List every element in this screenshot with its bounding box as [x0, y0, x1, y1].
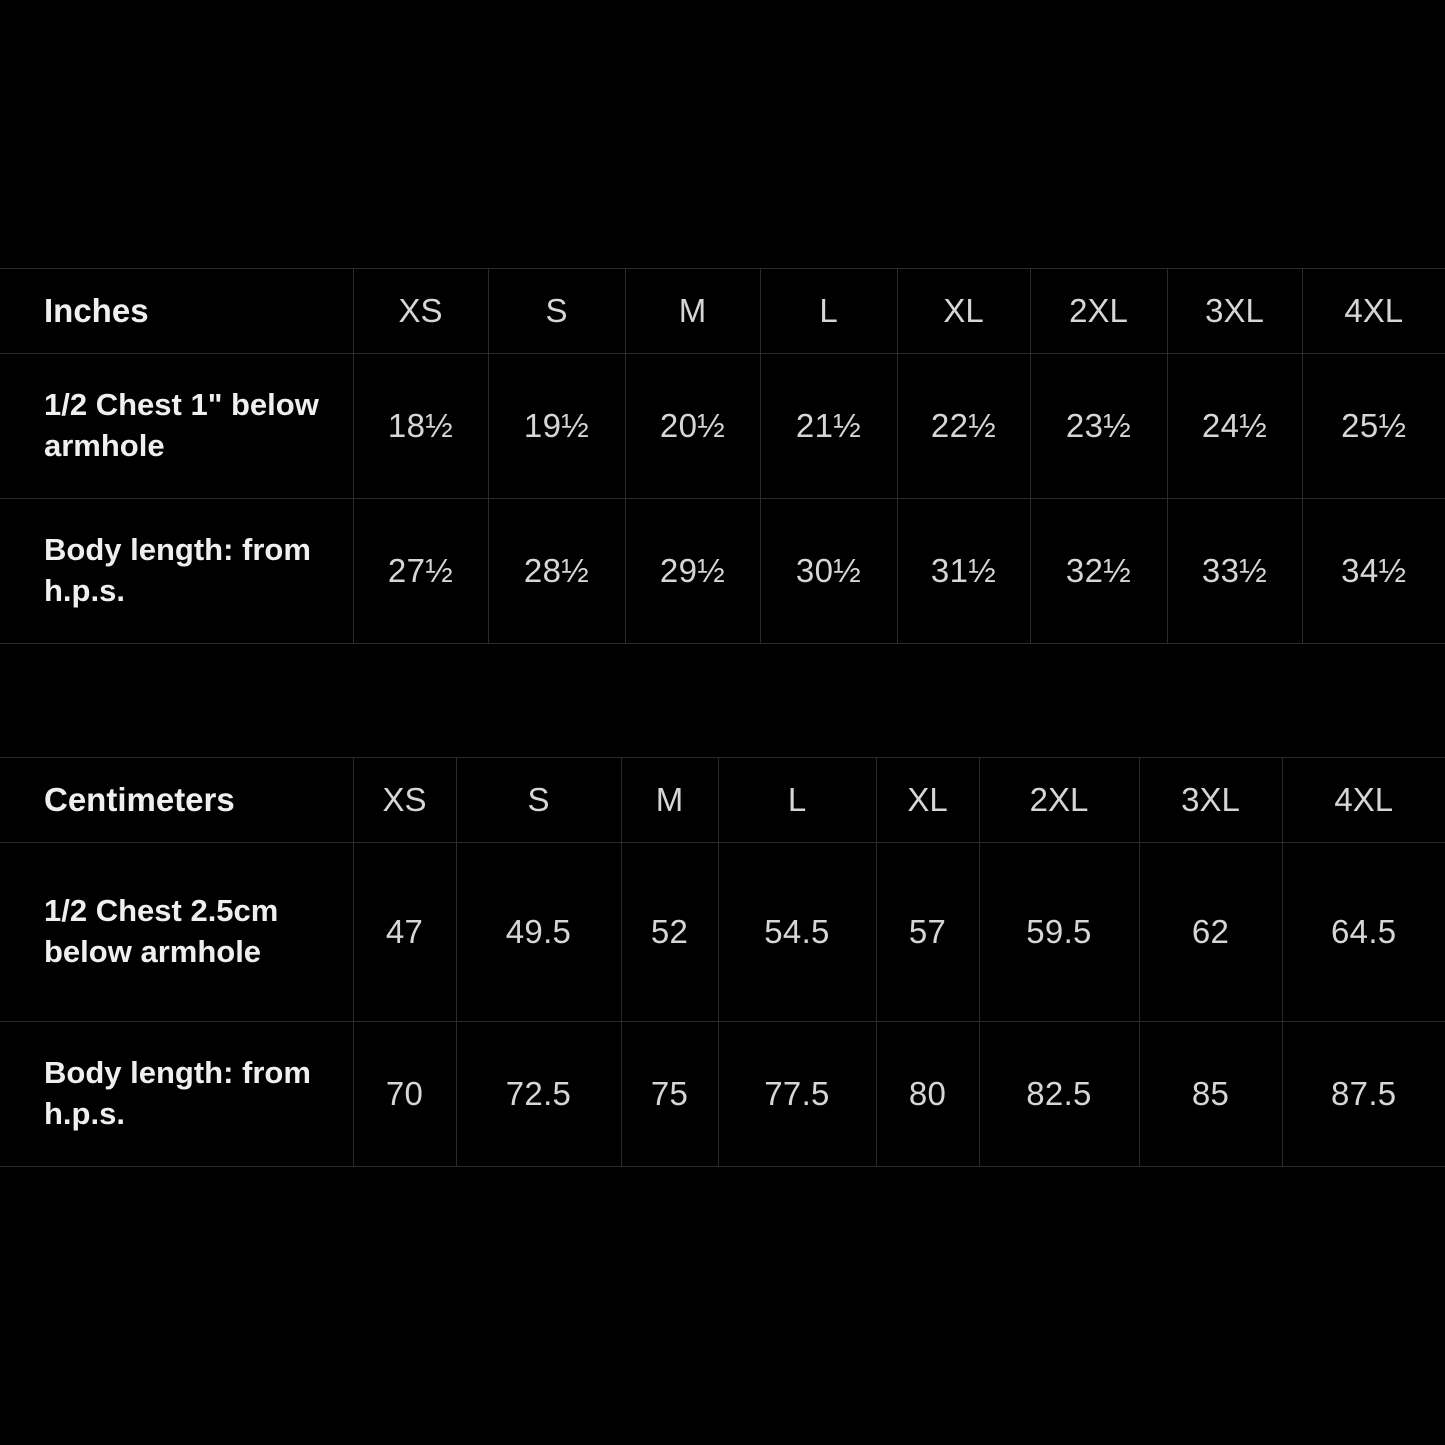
- inches-size-table: [0, 268, 1445, 644]
- inches-size-table-container: [0, 268, 1445, 644]
- column-header-cm-4xl: 4XL: [1282, 758, 1445, 843]
- cell-half-chest-cm-s: 49.5: [456, 843, 621, 1022]
- cell-half-chest-cm-4xl: 64.5: [1282, 843, 1445, 1022]
- cell-body-length-xs: 27½: [353, 499, 488, 644]
- column-header-cm-xl: XL: [876, 758, 979, 843]
- table-row: [0, 843, 1445, 1022]
- cell-body-length-cm-s: 72.5: [456, 1022, 621, 1167]
- column-header-2xl: 2XL: [1030, 269, 1167, 354]
- row-label-half-chest-cm: 1/2 Chest 2.5cm below armhole: [0, 843, 353, 1022]
- cell-body-length-m: 29½: [625, 499, 760, 644]
- cell-half-chest-cm-xs: 47: [353, 843, 456, 1022]
- cell-body-length-cm-xl: 80: [876, 1022, 979, 1167]
- row-label-half-chest-inches: 1/2 Chest 1" below armhole: [0, 354, 353, 499]
- table-header-row: [0, 758, 1445, 843]
- unit-label-inches: Inches: [0, 269, 353, 354]
- cell-half-chest-3xl: 24½: [1167, 354, 1302, 499]
- centimeters-size-table: [0, 757, 1445, 1167]
- cell-body-length-l: 30½: [760, 499, 897, 644]
- cell-half-chest-m: 20½: [625, 354, 760, 499]
- column-header-cm-2xl: 2XL: [979, 758, 1139, 843]
- cell-body-length-cm-2xl: 82.5: [979, 1022, 1139, 1167]
- cell-body-length-3xl: 33½: [1167, 499, 1302, 644]
- cell-half-chest-xl: 22½: [897, 354, 1030, 499]
- cell-half-chest-l: 21½: [760, 354, 897, 499]
- cell-half-chest-cm-m: 52: [621, 843, 718, 1022]
- table-header-row: [0, 269, 1445, 354]
- column-header-4xl: 4XL: [1302, 269, 1445, 354]
- column-header-m: M: [625, 269, 760, 354]
- table-row: [0, 354, 1445, 499]
- column-header-cm-s: S: [456, 758, 621, 843]
- column-header-cm-3xl: 3XL: [1139, 758, 1282, 843]
- cell-body-length-cm-m: 75: [621, 1022, 718, 1167]
- cell-half-chest-xs: 18½: [353, 354, 488, 499]
- cell-body-length-s: 28½: [488, 499, 625, 644]
- cell-half-chest-cm-3xl: 62: [1139, 843, 1282, 1022]
- cell-body-length-cm-xs: 70: [353, 1022, 456, 1167]
- column-header-cm-m: M: [621, 758, 718, 843]
- cell-body-length-cm-3xl: 85: [1139, 1022, 1282, 1167]
- table-row: [0, 499, 1445, 644]
- cell-half-chest-s: 19½: [488, 354, 625, 499]
- cell-body-length-4xl: 34½: [1302, 499, 1445, 644]
- cell-half-chest-cm-l: 54.5: [718, 843, 876, 1022]
- column-header-xs: XS: [353, 269, 488, 354]
- row-label-body-length-inches: Body length: from h.p.s.: [0, 499, 353, 644]
- row-label-body-length-cm: Body length: from h.p.s.: [0, 1022, 353, 1167]
- cell-body-length-cm-l: 77.5: [718, 1022, 876, 1167]
- cell-body-length-cm-4xl: 87.5: [1282, 1022, 1445, 1167]
- column-header-l: L: [760, 269, 897, 354]
- column-header-3xl: 3XL: [1167, 269, 1302, 354]
- column-header-cm-l: L: [718, 758, 876, 843]
- cell-body-length-xl: 31½: [897, 499, 1030, 644]
- column-header-s: S: [488, 269, 625, 354]
- cell-half-chest-cm-xl: 57: [876, 843, 979, 1022]
- unit-label-centimeters: Centimeters: [0, 758, 353, 843]
- cell-half-chest-2xl: 23½: [1030, 354, 1167, 499]
- column-header-cm-xs: XS: [353, 758, 456, 843]
- centimeters-size-table-container: [0, 757, 1445, 1167]
- cell-body-length-2xl: 32½: [1030, 499, 1167, 644]
- cell-half-chest-cm-2xl: 59.5: [979, 843, 1139, 1022]
- table-row: [0, 1022, 1445, 1167]
- cell-half-chest-4xl: 25½: [1302, 354, 1445, 499]
- column-header-xl: XL: [897, 269, 1030, 354]
